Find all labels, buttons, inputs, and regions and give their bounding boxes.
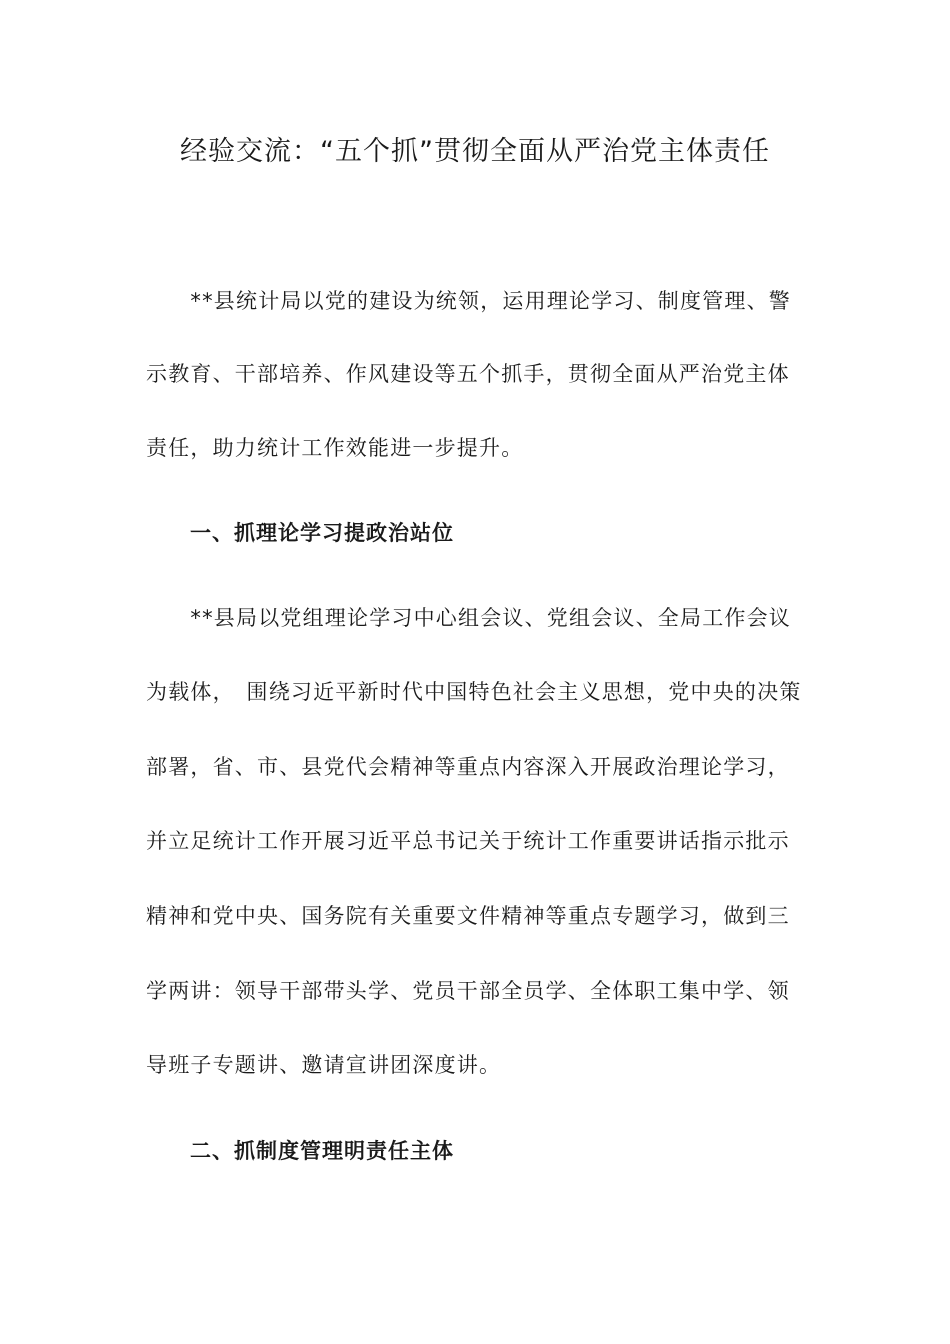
section1-heading: 一、抓理论学习提政治站位 bbox=[146, 521, 454, 545]
intro-line-2: 示教育、干部培养、作风建设等五个抓手，贯彻全面从严治党主体 bbox=[146, 362, 790, 386]
section1-line-2: 为载体， 围绕习近平新时代中国特色社会主义思想，党中央的决策 bbox=[146, 680, 802, 704]
intro-line-3: 责任，助力统计工作效能进一步提升。 bbox=[146, 436, 524, 460]
intro-line-1: **县统计局以党的建设为统领，运用理论学习、制度管理、警 bbox=[146, 289, 791, 313]
section1-line-4: 并立足统计工作开展习近平总书记关于统计工作重要讲话指示批示 bbox=[146, 829, 790, 853]
section1-line-3: 部署，省、市、县党代会精神等重点内容深入开展政治理论学习， bbox=[146, 755, 790, 779]
section1-line-5: 精神和党中央、国务院有关重要文件精神等重点专题学习，做到三 bbox=[146, 904, 790, 928]
document-title: 经验交流：“五个抓”贯彻全面从严治党主体责任 bbox=[180, 136, 770, 167]
section2-heading: 二、抓制度管理明责任主体 bbox=[146, 1139, 454, 1163]
section1-line-1: **县局以党组理论学习中心组会议、党组会议、全局工作会议 bbox=[146, 606, 791, 630]
section1-line-6: 学两讲：领导干部带头学、党员干部全员学、全体职工集中学、领 bbox=[146, 979, 790, 1003]
section1-line-7: 导班子专题讲、邀请宣讲团深度讲。 bbox=[146, 1053, 502, 1077]
